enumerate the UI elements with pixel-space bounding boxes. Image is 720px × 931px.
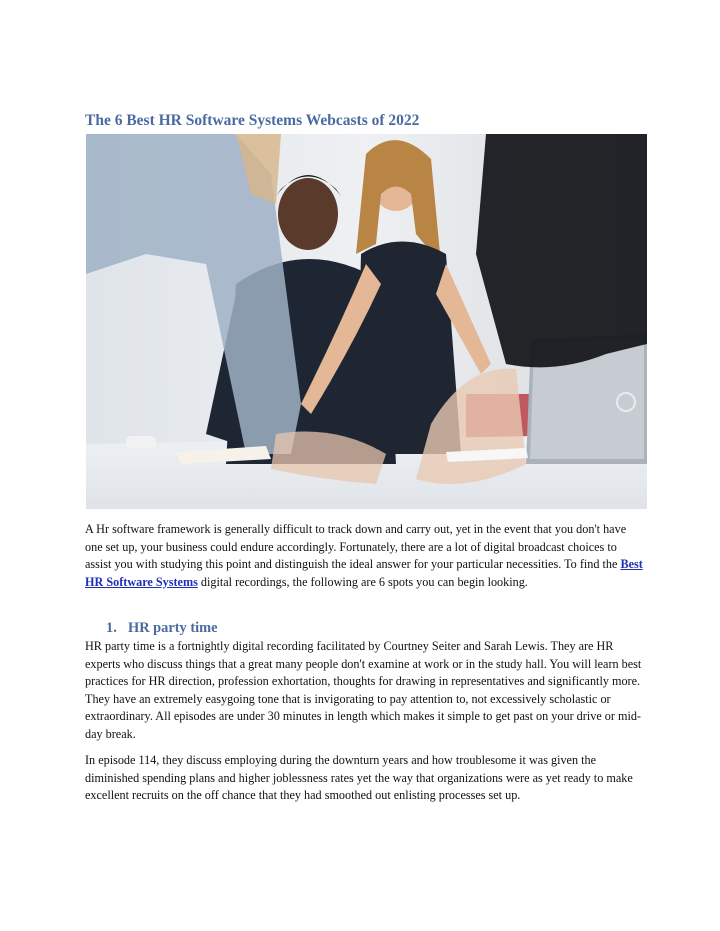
section-paragraph: In episode 114, they discuss employing during the downturn years and how troublesome it was given the diminished spending plans and higher joblessness rates yet the way that organizations were as yet ready to make excellent recruits on the off chance that they had smoothed out enlisting processes set up. [85,753,633,803]
article-title: The 6 Best HR Software Systems Webcasts of 2022 [85,112,420,129]
intro-paragraph [85,521,645,591]
section-paragraph: HR party time is a fortnightly digital recording facilitated by Courtney Seiter and Sarah Lewis. They are HR experts who discuss things that a great many people don't examine at work or in the study hall. You will learn best practices for HR direction, profession exhortation, thoughts for drawing in representatives and significantly more. They have an extremely easygoing tone that is invigorating to pay attention to, not excessively scholastic or extraordinary. All episodes are under 30 minutes in length which makes it simple to get past on your drive or mid-day break. [85,639,642,741]
hero-photo [86,134,647,509]
section-heading [106,620,218,637]
section-title: HR party time [128,620,218,636]
best-hr-software-link[interactable]: Best HR Software Systems [85,557,643,589]
intro-text: A Hr software framework is generally difficult to track down and carry out, yet in the event that you don't have one set up, your business could endure accordingly. Fortunately, there are a lot of digital broadcast choices to assist you with studying this point and distinguish the ideal answer for your particular necessities. To find the [85,522,627,572]
section-number: 1. [106,620,117,636]
office-team-illustration [86,134,647,509]
intro-text-continued: digital recordings, the following are 6 spots you can begin looking. [197,574,528,589]
